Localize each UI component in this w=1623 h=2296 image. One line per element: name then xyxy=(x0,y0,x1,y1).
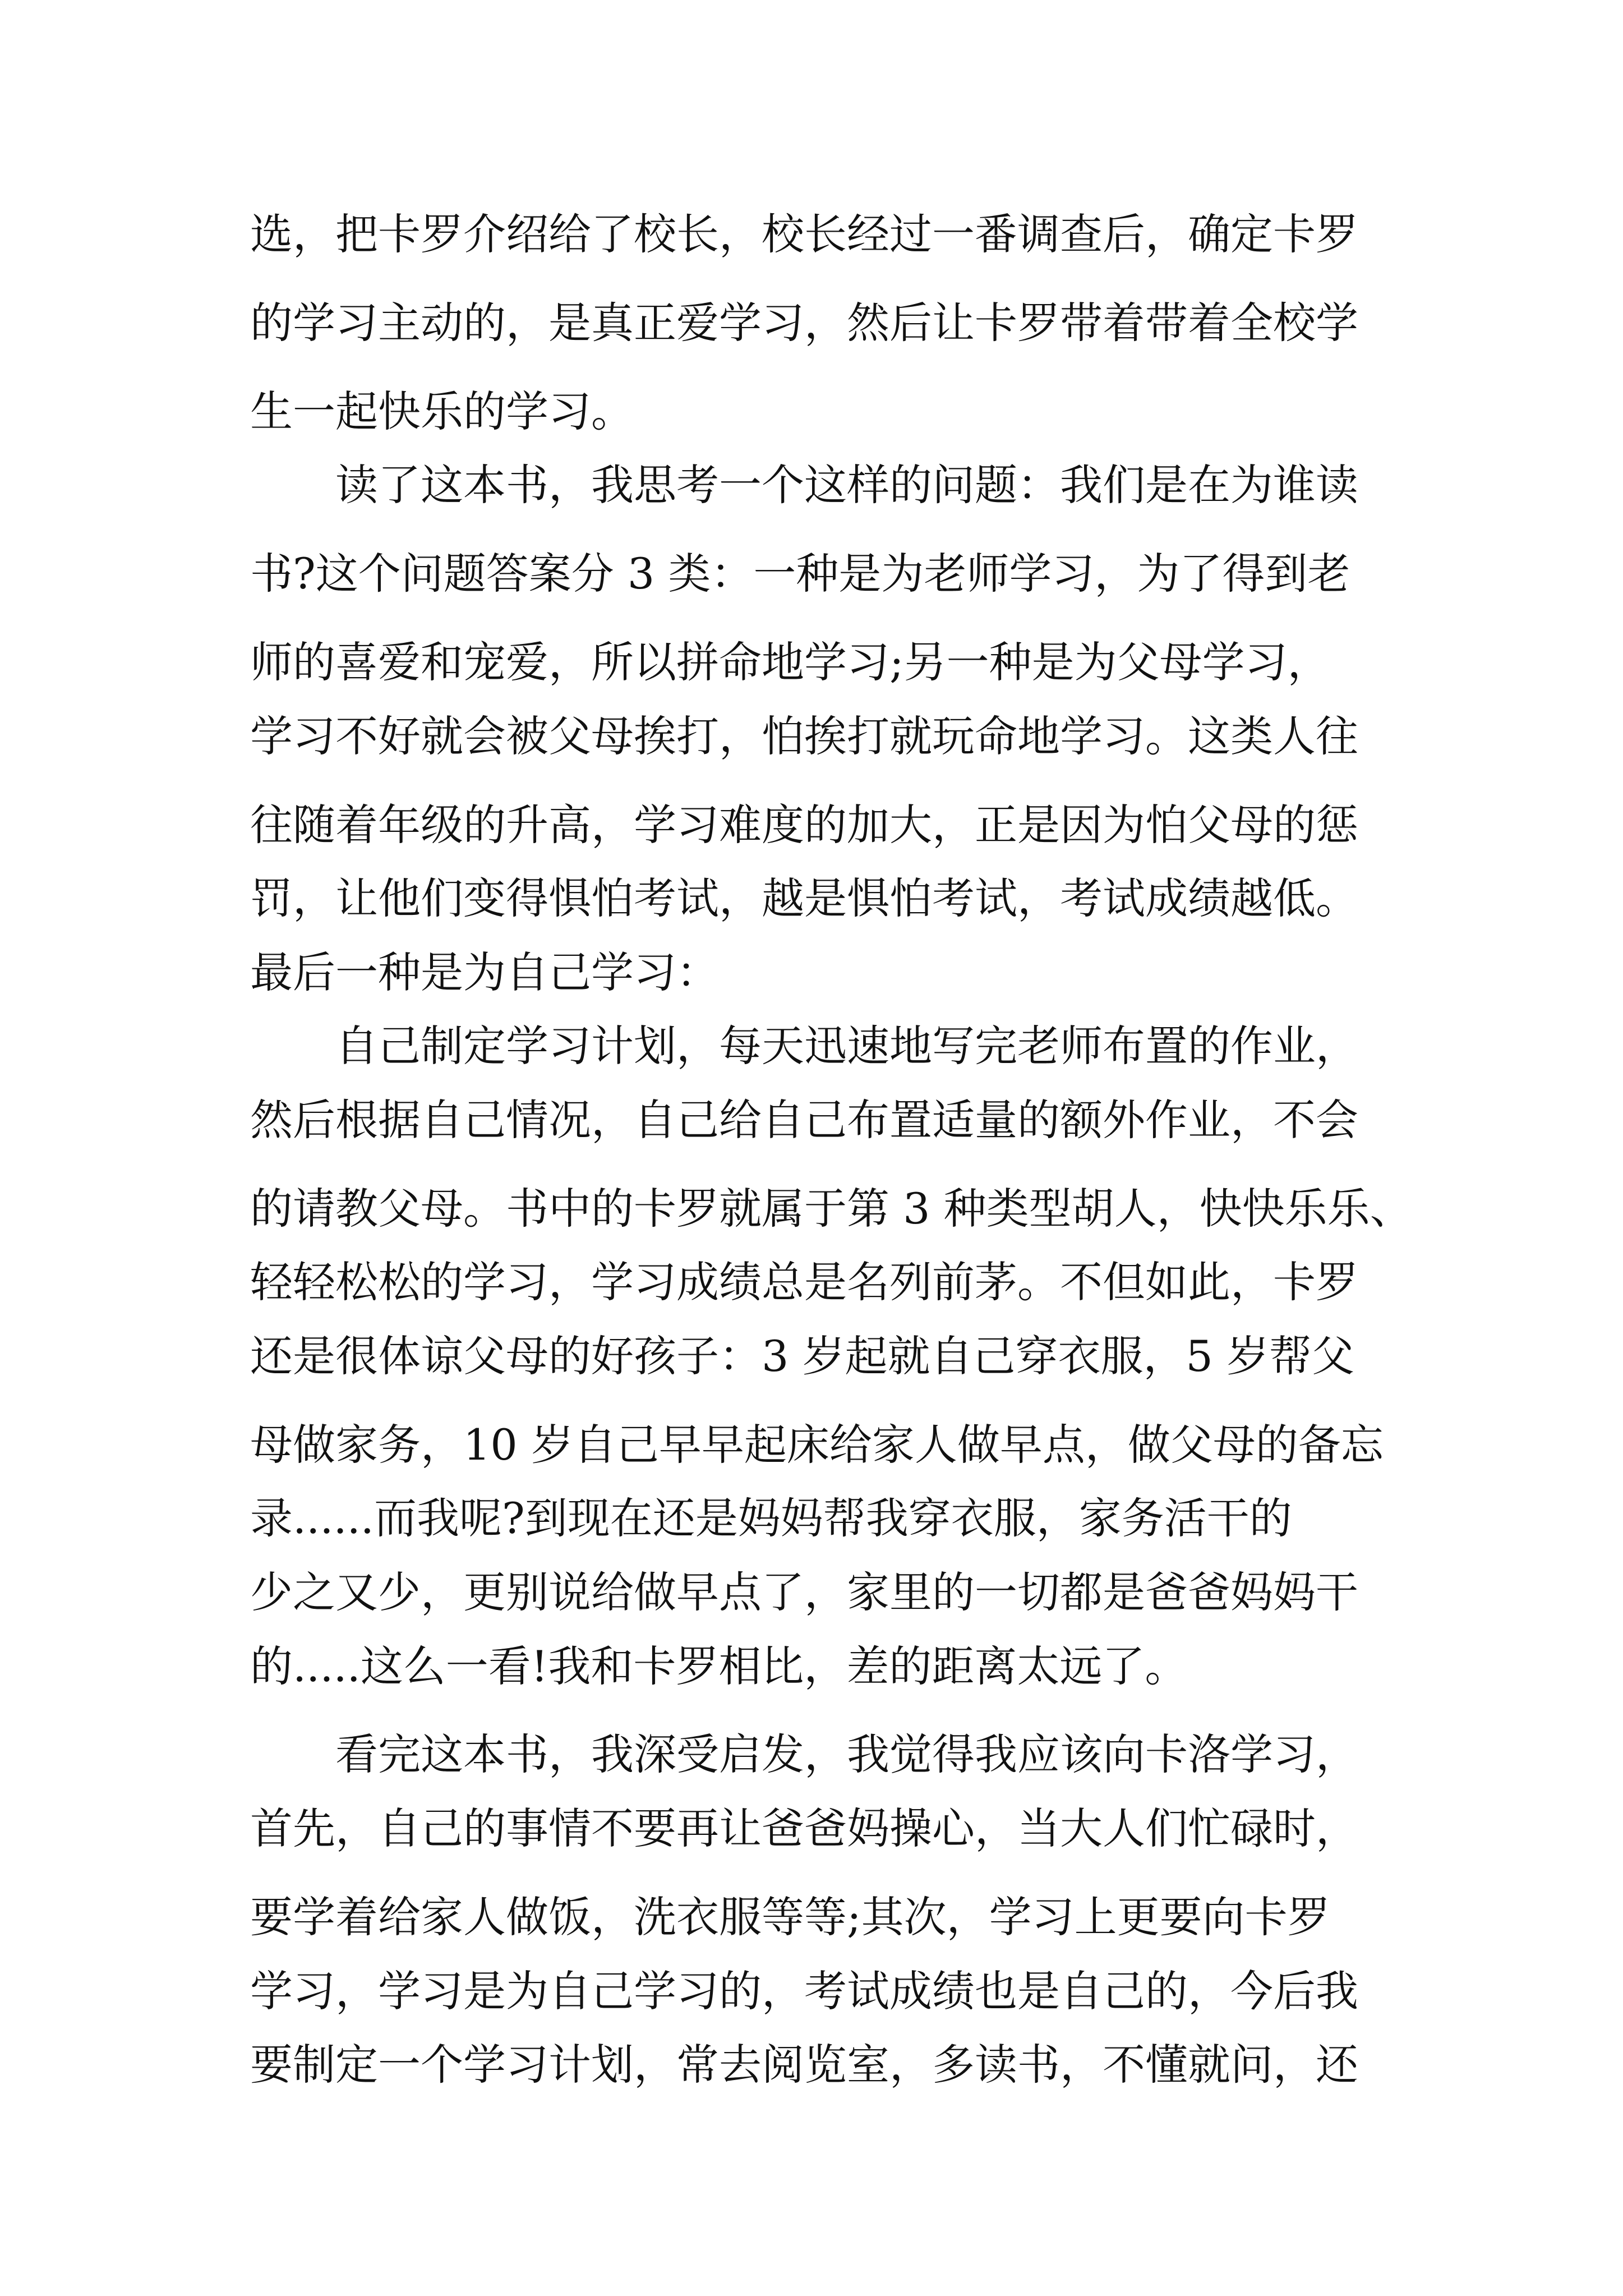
text-line: 书?这个问题答案分 3 类：一种是为老师学习，为了得到老 xyxy=(250,549,1350,599)
text-line: 要制定一个学习计划，常去阅览室，多读书，不懂就问，还 xyxy=(250,2040,1358,2090)
text-line: 读了这本书，我思考一个这样的问题：我们是在为谁读 xyxy=(335,460,1358,510)
text-line: 学习不好就会被父母挨打，怕挨打就玩命地学习。这类人往 xyxy=(250,711,1358,761)
text-line: 往随着年级的升高，学习难度的加大，正是因为怕父母的惩 xyxy=(250,800,1358,850)
text-line: 然后根据自己情况，自己给自己布置适量的额外作业，不会 xyxy=(250,1095,1358,1145)
text-line: 轻轻松松的学习，学习成绩总是名列前茅。不但如此，卡罗 xyxy=(250,1257,1358,1307)
text-line: 首先，自己的事情不要再让爸爸妈操心，当大人们忙碌时， xyxy=(250,1803,1358,1853)
text-line: 最后一种是为自己学习： xyxy=(250,947,719,997)
text-line: 罚，让他们变得惧怕考试，越是惧怕考试，考试成绩越低。 xyxy=(250,873,1358,923)
text-line: 看完这本书，我深受启发，我觉得我应该向卡洛学习， xyxy=(335,1729,1358,1779)
text-line: 自己制定学习计划，每天迅速地写完老师布置的作业， xyxy=(335,1021,1358,1071)
text-line: 母做家务，10 岁自己早早起床给家人做早点，做父母的备忘 xyxy=(250,1420,1384,1470)
text-line: 的请教父母。书中的卡罗就属于第 3 种类型胡人，快快乐乐、 xyxy=(250,1184,1413,1234)
text-line: 选，把卡罗介绍给了校长，校长经过一番调查后，确定卡罗 xyxy=(250,209,1358,259)
text-line: 师的喜爱和宠爱，所以拼命地学习;另一种是为父母学习， xyxy=(250,637,1330,687)
text-line: 的.....这么一看!我和卡罗相比，差的距离太远了。 xyxy=(250,1641,1188,1691)
text-line: 少之又少，更别说给做早点了，家里的一切都是爸爸妈妈干 xyxy=(250,1567,1358,1617)
text-line: 还是很体谅父母的好孩子：3 岁起就自己穿衣服，5 岁帮父 xyxy=(250,1331,1355,1381)
text-line: 录......而我呢?到现在还是妈妈帮我穿衣服，家务活干的 xyxy=(250,1493,1292,1543)
text-line: 学习，学习是为自己学习的，考试成绩也是自己的，今后我 xyxy=(250,1966,1358,2016)
text-line: 的学习主动的，是真正爱学习，然后让卡罗带着带着全校学 xyxy=(250,298,1358,348)
text-line: 生一起快乐的学习。 xyxy=(250,386,634,436)
text-line: 要学着给家人做饭，洗衣服等等;其次，学习上更要向卡罗 xyxy=(250,1892,1330,1942)
